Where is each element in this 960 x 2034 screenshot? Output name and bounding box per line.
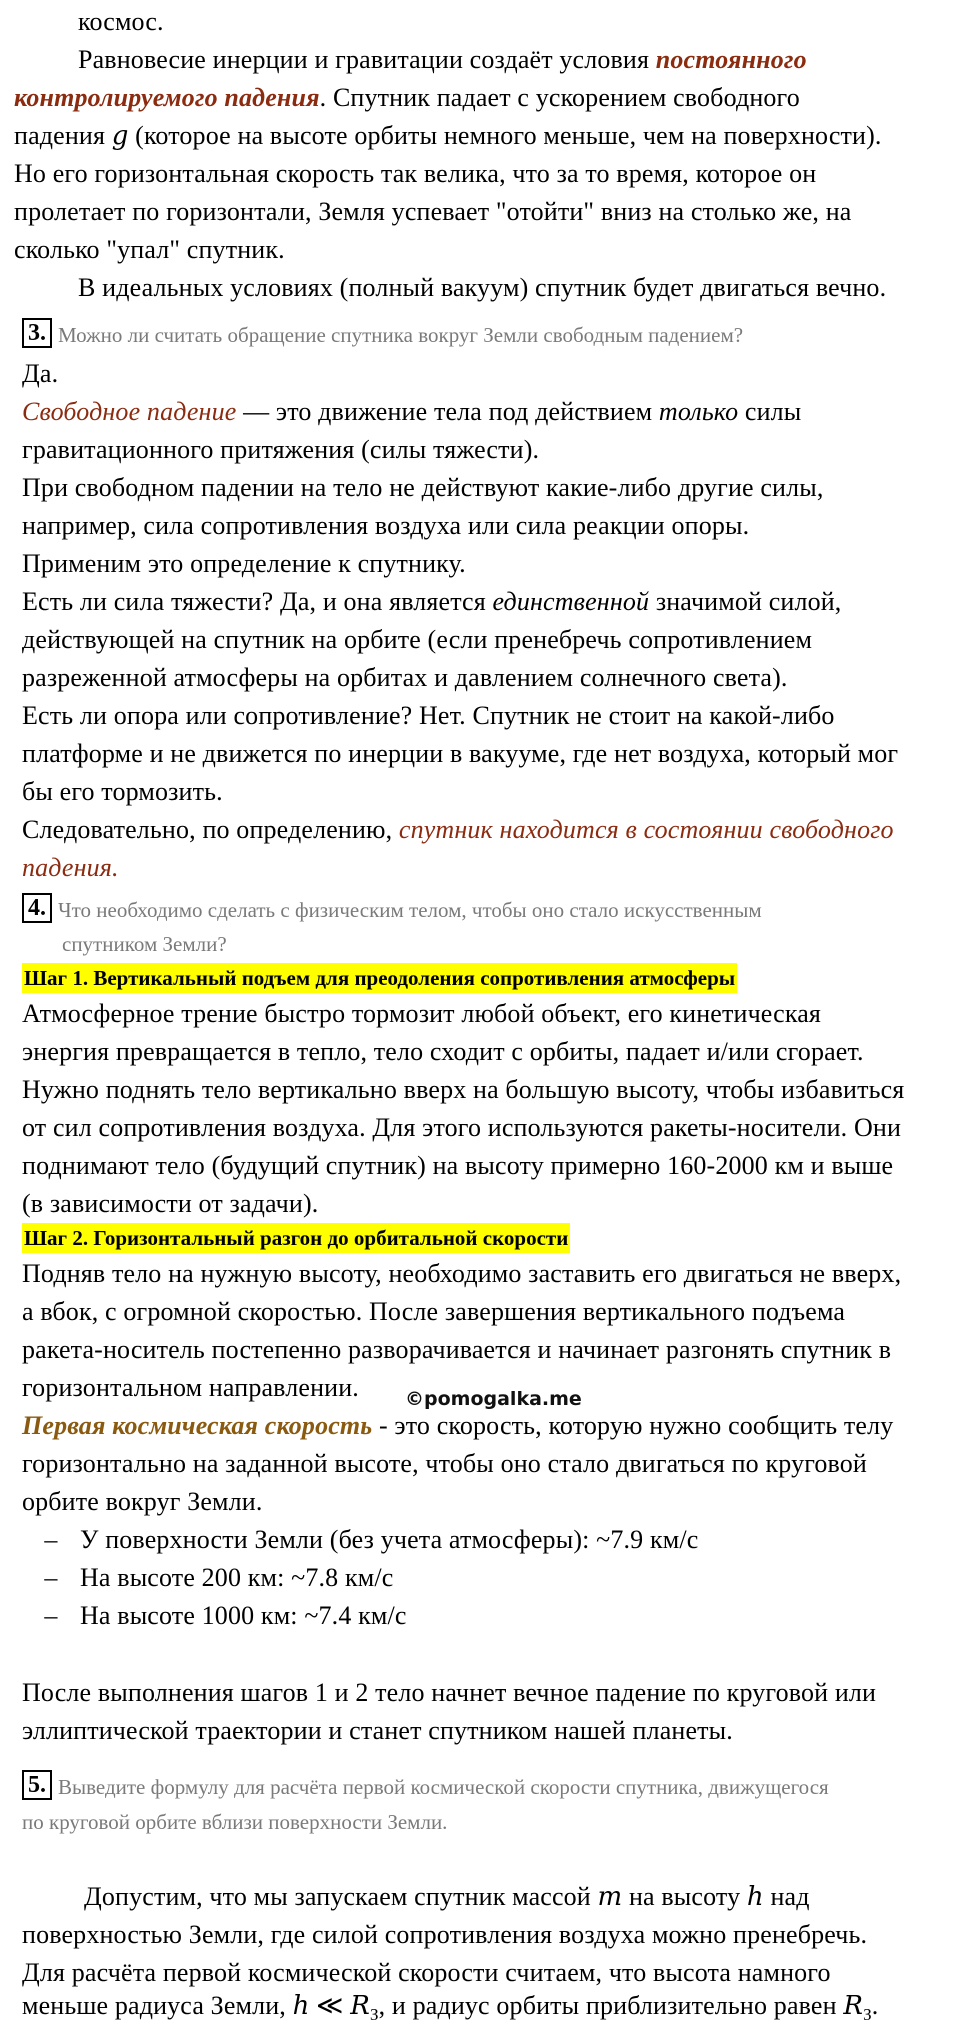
text-span: платформе и не движется по инерции в вакууме, где нет воздуха, который мог (22, 739, 899, 768)
italic-text: единственной (492, 587, 650, 616)
text-span: Да. (22, 359, 59, 388)
text-line (22, 1255, 901, 1293)
text-line (22, 1483, 263, 1521)
text-span: Для расчёта первой космической скорости считаем, что высота намного (22, 1958, 831, 1987)
text-line (84, 1878, 810, 1916)
math-subscript: З (369, 2005, 379, 2025)
text-line (22, 1109, 901, 1147)
question-5-cont (22, 1805, 447, 1839)
text-line (22, 773, 223, 811)
text-span: Применим это определение к спутнику. (22, 549, 466, 578)
text-span: разреженной атмосферы на орбитах и давлением солнечного света). (22, 663, 788, 692)
text-span: . Спутник падает с ускорением свободного (319, 83, 800, 112)
bullet-dash: – (44, 1525, 58, 1554)
text-span: эллиптической траектории и станет спутником нашей планеты. (22, 1716, 733, 1745)
text-span: горизонтально на заданной высоте, чтобы оно стало двигаться по круговой (22, 1449, 867, 1478)
text-span: падения (14, 121, 112, 150)
math-variable: h (292, 1991, 310, 2021)
text-span: (которое на высоте орбиты немного меньше, чем на поверхности). (128, 121, 882, 150)
text-line (22, 1445, 867, 1483)
question-number: 5. (22, 1770, 52, 1800)
text-line (22, 545, 466, 583)
question-number: 4. (22, 893, 52, 923)
list-item-text: На высоте 1000 км: ~7.4 км/с (80, 1601, 407, 1630)
text-span: энергия превращается в тепло, тело сходит с орбиты, падает и/или сгорает. (22, 1037, 864, 1066)
text-span: В идеальных условиях (полный вакуум) спутник будет двигаться вечно. (78, 273, 887, 302)
text-span: Нужно поднять тело вертикально вверх на большую высоту, чтобы избавиться (22, 1075, 905, 1104)
text-span: - это скорость, которую нужно сообщить телу (372, 1411, 894, 1440)
math-variable: R (843, 1991, 864, 2021)
text-line (22, 431, 539, 469)
text-span: Но его горизонтальная скорость так велика, что за то время, которое он (14, 159, 817, 188)
text-line (22, 1407, 893, 1445)
text-span: орбите вокруг Земли. (22, 1487, 263, 1516)
step-heading-text: Шаг 1. Вертикальный подъем для преодоления сопротивления атмосферы (24, 966, 736, 990)
text-line (22, 1147, 893, 1185)
text-span: а вбок, с огромной скоростью. После завершения вертикального подъема (22, 1297, 846, 1326)
text-line (22, 1369, 359, 1407)
text-line (22, 1674, 876, 1712)
text-span: значимой силой, (649, 587, 842, 616)
highlight-term: постоянного (655, 45, 807, 74)
text-line (22, 1071, 904, 1109)
text-span: Допустим, что мы запускаем спутник массой (84, 1882, 598, 1911)
text-line (22, 469, 824, 507)
text-line (22, 735, 898, 773)
watermark-text: ©pomogalka.me (405, 1388, 582, 1410)
question-4-cont (62, 927, 227, 961)
text-line (22, 697, 835, 735)
list-item (22, 1597, 407, 1635)
text-line (78, 3, 164, 41)
step-2-heading (22, 1223, 570, 1253)
text-line (22, 621, 812, 659)
text-span: Есть ли сила тяжести? Да, и она является (22, 587, 493, 616)
text-line (14, 79, 800, 117)
text-span: бы его тормозить. (22, 777, 223, 806)
text-span: от сил сопротивления воздуха. Для этого используются ракеты-носители. Они (22, 1113, 902, 1142)
text-line (22, 995, 821, 1033)
text-span: горизонтальном направлении. (22, 1373, 359, 1402)
text-span: Атмосферное трение быстро тормозит любой объект, его кинетическая (22, 999, 822, 1028)
text-line (14, 231, 285, 269)
text-span: После выполнения шагов 1 и 2 тело начнет вечное падение по круговой или (22, 1678, 877, 1707)
question-3 (22, 318, 743, 352)
question-text: Что необходимо сделать с физическим телом, чтобы оно стало искусственным (58, 898, 762, 922)
question-text: спутником Земли? (62, 932, 227, 956)
question-4 (22, 893, 762, 927)
question-5 (22, 1770, 829, 1804)
text-line (22, 507, 749, 545)
list-item (22, 1559, 393, 1597)
list-item-text: На высоте 200 км: ~7.8 км/с (80, 1563, 394, 1592)
text-line (22, 583, 841, 621)
text-span: — это движение тела под действием (236, 397, 659, 426)
text-span: гравитационного притяжения (силы тяжести). (22, 435, 540, 464)
math-variable: h (746, 1882, 764, 1912)
question-text: Выведите формулу для расчёта первой космической скорости спутника, движущегося (58, 1775, 829, 1799)
text-line (22, 393, 801, 431)
highlight-term: Первая космическая скорость (22, 1411, 373, 1440)
text-span: (в зависимости от задачи). (22, 1189, 319, 1218)
text-span: . (871, 1991, 879, 2020)
step-1-heading (22, 963, 737, 993)
text-line (22, 1033, 864, 1071)
text-span: действующей на спутник на орбите (если пренебречь сопротивлением (22, 625, 813, 654)
math-variable: g (111, 121, 129, 151)
text-line (14, 193, 851, 231)
text-span: поверхностью Земли, где силой сопротивления воздуха можно пренебречь. (22, 1920, 868, 1949)
highlight-term: спутник находится в состоянии свободного (398, 815, 894, 844)
text-span: , и радиус орбиты приблизительно равен (378, 1991, 844, 2020)
question-text: по круговой орбите вблизи поверхности Земли. (22, 1810, 448, 1834)
text-span: Следовательно, по определению, (22, 815, 399, 844)
text-line (22, 1987, 878, 2034)
text-line (14, 155, 816, 193)
text-span: Равновесие инерции и гравитации создаёт условия (78, 45, 656, 74)
text-span: ракета-носитель постепенно разворачивается и начинает разгонять спутник в (22, 1335, 892, 1364)
text-line (14, 117, 882, 155)
text-line (22, 659, 788, 697)
text-span: меньше радиуса Земли, (22, 1991, 293, 2020)
text-line (22, 355, 58, 393)
text-line (22, 1185, 318, 1223)
text-span: При свободном падении на тело не действуют какие-либо другие силы, (22, 473, 824, 502)
text-span: поднимают тело (будущий спутник) на высоту примерно 160-2000 км и выше (22, 1151, 894, 1180)
text-span: сколько "упал" спутник. (14, 235, 285, 264)
text-span: силы (738, 397, 802, 426)
list-item-text: У поверхности Земли (без учета атмосферы): ~7.9 км/с (80, 1525, 699, 1554)
text-line (22, 1293, 845, 1331)
highlight-term: контролируемого падения (14, 83, 320, 112)
bullet-dash: – (44, 1563, 58, 1592)
step-heading-text: Шаг 2. Горизонтальный разгон до орбитальной скорости (24, 1226, 569, 1250)
text-line (22, 1331, 891, 1369)
question-number: 3. (22, 318, 52, 348)
text-span: Подняв тело на нужную высоту, необходимо заставить его двигаться не вверх, (22, 1259, 902, 1288)
text-span: на высоту (622, 1882, 747, 1911)
list-item (22, 1521, 698, 1559)
italic-text: только (658, 397, 739, 426)
highlight-term: Свободное падение (22, 397, 237, 426)
text-line (78, 41, 807, 79)
text-line (22, 1916, 867, 1954)
math-subscript: З (863, 2005, 872, 2025)
text-span: над (763, 1882, 810, 1911)
math-variable: R (350, 1991, 370, 2021)
text-span: космос. (78, 7, 164, 36)
bullet-dash: – (44, 1601, 58, 1630)
math-operator: ≪ (309, 1991, 351, 2020)
text-span: например, сила сопротивления воздуха или сила реакции опоры. (22, 511, 750, 540)
highlight-term: падения. (22, 853, 119, 882)
text-line (22, 1712, 733, 1750)
text-line (22, 849, 119, 887)
text-line (22, 811, 894, 849)
text-line (78, 269, 886, 307)
text-span: Есть ли опора или сопротивление? Нет. Спутник не стоит на какой-либо (22, 701, 835, 730)
question-text: Можно ли считать обращение спутника вокруг Земли свободным падением? (58, 323, 744, 347)
math-variable: m (597, 1882, 623, 1912)
text-span: пролетает по горизонтали, Земля успевает "отойти" вниз на столько же, на (14, 197, 852, 226)
